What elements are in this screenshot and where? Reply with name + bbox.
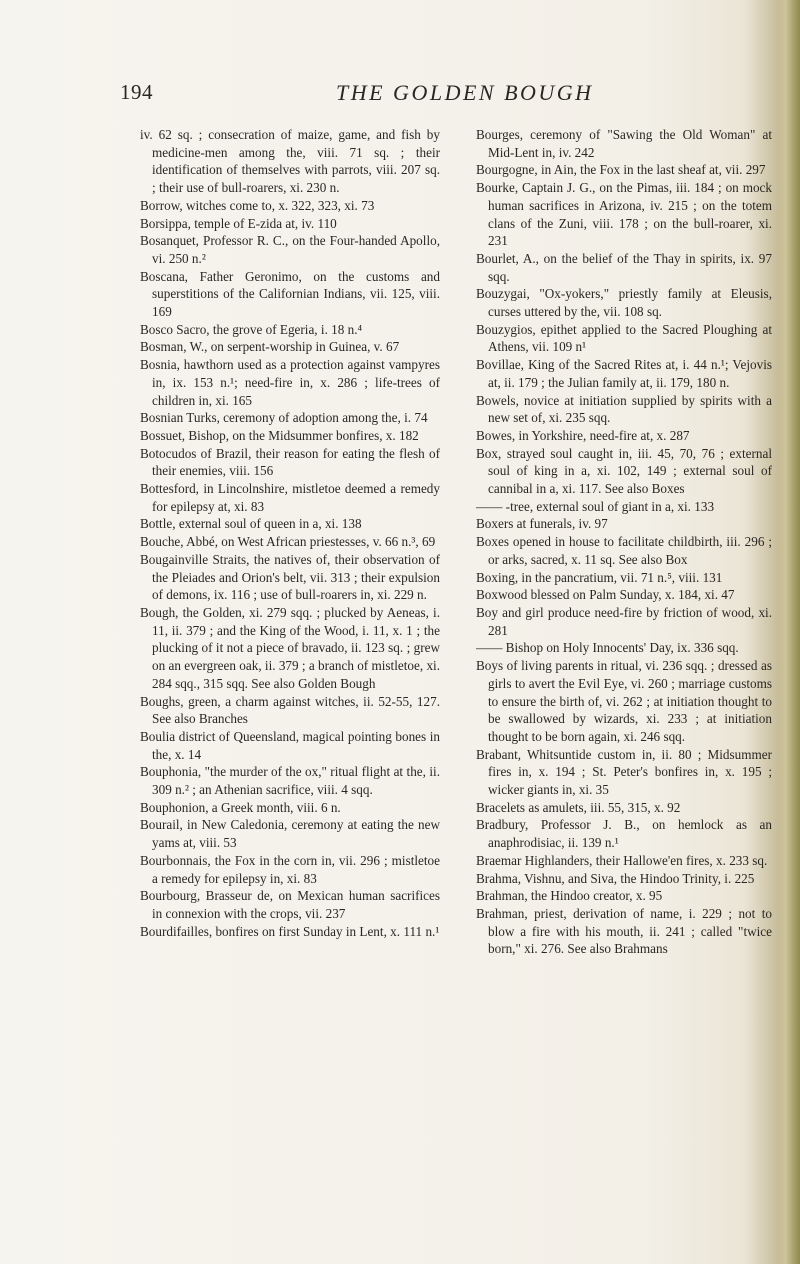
index-entry: Braemar Highlanders, their Hallowe'en fires, x. 233 sq. <box>476 852 768 868</box>
index-entry: Boxwood blessed on Palm Sunday, x. 184, xi. 47 <box>476 587 735 603</box>
index-entry: Bottesford, in Lincolnshire, mistletoe deemed a remedy for epilepsy at, xi. 83 <box>140 481 440 514</box>
index-entry: Bouphonion, a Greek month, viii. 6 n. <box>140 799 341 815</box>
index-entry: Bourbonnais, the Fox in the corn in, vii. 296 ; mistletoe a remedy for epilepsy in, xi. 83 <box>140 852 440 886</box>
index-entry: Bosco Sacro, the grove of Egeria, i. 18 n.⁴ <box>140 321 363 337</box>
index-entry: Brahman, priest, derivation of name, i. 229 ; not to blow a fire with his mouth, ii. 241 ; called "twice born," xi. 276. See also Brahmans <box>476 905 772 957</box>
index-entry: Bourdifailles, bonfires on first Sunday in Lent, x. 111 n.¹ <box>140 923 440 939</box>
index-entry: Bougainville Straits, the natives of, their observation of the Pleiades and Orion's belt, vii. 313 ; their expulsion of demons, ix. 116 ; use of bull-roarers in, xi. 229 n. <box>140 551 440 603</box>
index-entry: Boy and girl produce need-fire by friction of wood, xi. 281 <box>476 604 772 638</box>
index-entry: Bourges, ceremony of "Sawing the Old Woman" at Mid-Lent in, iv. 242 <box>476 127 772 160</box>
index-entry: Bowels, novice at initiation supplied by spirits with a new set of, xi. 235 sqq. <box>476 392 772 426</box>
index-entry: Boys of living parents in ritual, vi. 236 sqq. ; dressed as girls to avert the Evil Eye, vi. 260 ; marriage customs to ensure the birth of, vi. 262 ; at initiation thought to be swallowed by wizards, xi. 233 ; at initiation thought to be born again, xi. 246 sqq. <box>476 658 772 744</box>
index-entry: Boxing, in the pancratium, vii. 71 n.⁵, viii. 131 <box>476 569 723 585</box>
index-entry: —— -tree, external soul of giant in a, xi. 133 <box>476 498 715 514</box>
index-entry: Brahman, the Hindoo creator, x. 95 <box>476 888 663 904</box>
index-entry: Bouche, Abbé, on West African priestesses, v. 66 n.³, 69 <box>140 534 436 550</box>
index-column-left <box>140 126 440 940</box>
index-entry: Brabant, Whitsuntide custom in, ii. 80 ; Midsummer fires in, x. 194 ; St. Peter's bonfires in, x. 195 ; wicker giants in, xi. 35 <box>476 746 772 798</box>
index-entry: Bouzygios, epithet applied to the Sacred Ploughing at Athens, vii. 109 n¹ <box>476 321 772 355</box>
index-entry: iv. 62 sq. ; consecration of maize, game, and fish by medicine-men among the, viii. 71 sq. ; their identification of themselves with parrots, viii. 207 sq. ; their use of bull-roarers, xi. 230 n. <box>140 127 440 196</box>
index-entry: Botocudos of Brazil, their reason for eating the flesh of their enemies, viii. 156 <box>140 445 440 479</box>
index-entry: Bouzygai, "Ox-yokers," priestly family at Eleusis, curses uttered by the, vii. 108 sq. <box>476 286 772 320</box>
index-entry: Bosanquet, Professor R. C., on the Four-handed Apollo, vi. 250 n.² <box>140 233 440 266</box>
page-edge-shadow <box>776 0 800 1264</box>
index-entry: Brahma, Vishnu, and Siva, the Hindoo Trinity, i. 225 <box>476 870 755 886</box>
index-entry: Bough, the Golden, xi. 279 sqq. ; plucked by Aeneas, i. 11, ii. 379 ; and the King of the Wood, i. 11, x. 1 ; the plucking of it not a piece of bravado, ii. 123 sq. ; grew on an evergreen oak, ii. 379 ; a branch of mistletoe, xi. 284 sqq., 315 sqq. See also Golden Bough <box>140 604 440 691</box>
index-entry: Bourgogne, in Ain, the Fox in the last sheaf at, vii. 297 <box>476 162 766 178</box>
index-entry: Bottle, external soul of queen in a, xi. 138 <box>140 516 362 532</box>
running-title: THE GOLDEN BOUGH <box>336 80 594 105</box>
index-entry: Borrow, witches come to, x. 322, 323, xi. 73 <box>140 197 375 213</box>
index-entry: Bradbury, Professor J. B., on hemlock as an anaphrodisiac, ii. 139 n.¹ <box>476 817 772 851</box>
index-entry: Bosnian Turks, ceremony of adoption among the, i. 74 <box>140 410 428 426</box>
index-entry: Bourke, Captain J. G., on the Pimas, iii. 184 ; on mock human sacrifices in Arizona, iv. 215 ; on the totem clans of the Zuni, viii. 178 ; on the bull-roarer, xi. 231 <box>476 180 772 249</box>
index-entry: Bosnia, hawthorn used as a protection against vampyres in, ix. 153 n.¹; need-fire in, x. 286 ; life-trees of children in, xi. 165 <box>140 357 440 408</box>
index-entry: Boughs, green, a charm against witches, ii. 52-55, 127. See also Branches <box>140 693 440 727</box>
index-entry: Boxers at funerals, iv. 97 <box>476 516 608 532</box>
page-number: 194 <box>120 80 153 104</box>
index-entry: Bracelets as amulets, iii. 55, 315, x. 92 <box>476 799 681 815</box>
index-column-right <box>476 126 772 958</box>
index-entry: Boulia district of Queensland, magical pointing bones in the, x. 14 <box>140 728 440 762</box>
index-entry: Borsippa, temple of E-zida at, iv. 110 <box>140 215 337 231</box>
index-entry: Bosman, W., on serpent-worship in Guinea, v. 67 <box>140 339 400 355</box>
index-entry: Bovillae, King of the Sacred Rites at, i. 44 n.¹; Vejovis at, ii. 179 ; the Julian family at, ii. 179, 180 n. <box>476 357 772 390</box>
index-entry: Bowes, in Yorkshire, need-fire at, x. 287 <box>476 427 690 443</box>
index-entry: Bouphonia, "the murder of the ox," ritual flight at the, ii. 309 n.² ; an Athenian sacrifice, viii. 4 sqq. <box>140 764 440 798</box>
index-entry: —— Bishop on Holy Innocents' Day, ix. 336 sqq. <box>476 640 739 656</box>
index-entry: Box, strayed soul caught in, iii. 45, 70, 76 ; external soul of king in a, xi. 102, 149 ; external soul of cannibal in a, xi. 117. See also Boxes <box>476 445 772 497</box>
index-entry: Bourbourg, Brasseur de, on Mexican human sacrifices in connexion with the crops, vii. 237 <box>140 888 440 921</box>
index-entry: Bourail, in New Caledonia, ceremony at eating the new yams at, viii. 53 <box>140 817 440 851</box>
index-entry: Bourlet, A., on the belief of the Thay in spirits, ix. 97 sqq. <box>476 250 772 284</box>
index-entry: Boscana, Father Geronimo, on the customs and superstitions of the Californian Indians, vii. 125, viii. 169 <box>140 268 440 320</box>
page-header <box>0 80 800 104</box>
index-entry: Boxes opened in house to facilitate childbirth, iii. 296 ; or arks, sacred, x. 11 sq. See also Box <box>476 534 772 567</box>
index-entry: Bossuet, Bishop, on the Midsummer bonfires, x. 182 <box>140 427 419 443</box>
